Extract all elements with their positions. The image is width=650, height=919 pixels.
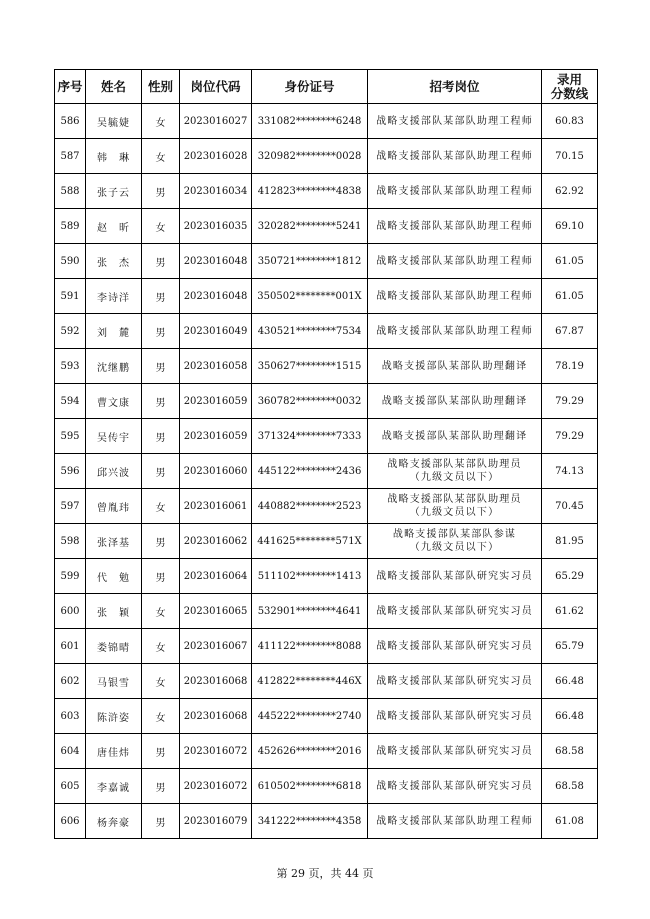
cell-score: 69.10 <box>542 209 598 244</box>
cell-id-number: 430521********7534 <box>252 314 368 349</box>
position-line: 战略支援部队某部队助理员 <box>387 494 522 505</box>
table-row <box>55 104 598 139</box>
cell-gender: 男 <box>142 314 180 349</box>
cell-score: 67.87 <box>542 314 598 349</box>
cell-position <box>368 104 542 139</box>
cell-gender: 女 <box>142 489 180 524</box>
cell-score: 68.58 <box>542 769 598 804</box>
cell-score: 62.92 <box>542 174 598 209</box>
cell-id-number: 350627********1515 <box>252 349 368 384</box>
position-line: 战略支援部队某部队研究实习员 <box>376 745 533 757</box>
cell-id-number: 320982********0028 <box>252 139 368 174</box>
header-name: 姓名 <box>86 70 142 104</box>
cell-gender: 男 <box>142 419 180 454</box>
cell-seq: 588 <box>55 174 86 209</box>
cell-position <box>368 384 542 419</box>
cell-seq: 589 <box>55 209 86 244</box>
cell-id-number: 350502********001X <box>252 279 368 314</box>
cell-seq: 600 <box>55 594 86 629</box>
cell-name: 李嘉诚 <box>86 769 142 804</box>
header-score <box>542 70 598 104</box>
cell-position-code: 2023016027 <box>180 104 252 139</box>
page-number: 第 29 页，共 44 页 <box>276 867 374 880</box>
cell-seq: 601 <box>55 629 86 664</box>
cell-id-number: 360782********0032 <box>252 384 368 419</box>
header-position: 招考岗位 <box>368 70 542 104</box>
cell-position-code: 2023016079 <box>180 804 252 839</box>
position-line: 战略支援部队某部队助理员 <box>387 459 522 470</box>
cell-id-number: 350721********1812 <box>252 244 368 279</box>
position-line: 战略支援部队某部队助理工程师 <box>376 150 533 162</box>
table-row <box>55 139 598 174</box>
cell-id-number: 411122********8088 <box>252 629 368 664</box>
cell-name: 曹文康 <box>86 384 142 419</box>
cell-position-code: 2023016064 <box>180 559 252 594</box>
cell-score: 66.48 <box>542 664 598 699</box>
cell-id-number: 320282********5241 <box>252 209 368 244</box>
cell-position-code: 2023016065 <box>180 594 252 629</box>
position-line: 战略支援部队某部队助理工程师 <box>376 815 533 827</box>
cell-position <box>368 734 542 769</box>
cell-position <box>368 244 542 279</box>
cell-seq: 605 <box>55 769 86 804</box>
table-header-row <box>55 70 598 104</box>
cell-gender: 女 <box>142 664 180 699</box>
cell-gender: 男 <box>142 769 180 804</box>
cell-position-code: 2023016049 <box>180 314 252 349</box>
position-line: 战略支援部队某部队助理翻译 <box>381 360 528 372</box>
cell-score: 66.48 <box>542 699 598 734</box>
cell-gender: 男 <box>142 454 180 489</box>
cell-id-number: 511102********1413 <box>252 559 368 594</box>
cell-name: 吴传宇 <box>86 419 142 454</box>
position-line: （九级文员以下） <box>409 542 500 553</box>
cell-seq: 604 <box>55 734 86 769</box>
cell-position <box>368 699 542 734</box>
cell-seq: 598 <box>55 524 86 559</box>
cell-score: 60.83 <box>542 104 598 139</box>
position-line: 战略支援部队某部队助理翻译 <box>381 395 528 407</box>
cell-seq: 606 <box>55 804 86 839</box>
cell-gender: 女 <box>142 629 180 664</box>
cell-id-number: 445122********2436 <box>252 454 368 489</box>
cell-seq: 596 <box>55 454 86 489</box>
cell-name: 张子云 <box>86 174 142 209</box>
table-row <box>55 349 598 384</box>
header-gender: 性别 <box>142 70 180 104</box>
table-row <box>55 489 598 524</box>
cell-position <box>368 454 542 489</box>
cell-gender: 男 <box>142 524 180 559</box>
cell-id-number: 532901********4641 <box>252 594 368 629</box>
cell-seq: 594 <box>55 384 86 419</box>
table-row <box>55 629 598 664</box>
table-row <box>55 594 598 629</box>
cell-gender: 女 <box>142 139 180 174</box>
cell-score: 79.29 <box>542 419 598 454</box>
table-row <box>55 384 598 419</box>
cell-score: 61.05 <box>542 279 598 314</box>
cell-seq: 593 <box>55 349 86 384</box>
cell-name: 沈继鹏 <box>86 349 142 384</box>
cell-position <box>368 489 542 524</box>
cell-id-number: 412823********4838 <box>252 174 368 209</box>
cell-name: 韩 琳 <box>86 139 142 174</box>
cell-id-number: 412822********446X <box>252 664 368 699</box>
cell-id-number: 441625********571X <box>252 524 368 559</box>
cell-position <box>368 349 542 384</box>
cell-score: 79.29 <box>542 384 598 419</box>
position-line: 战略支援部队某部队参谋 <box>392 529 517 540</box>
cell-score: 65.79 <box>542 629 598 664</box>
table-row <box>55 804 598 839</box>
cell-seq: 602 <box>55 664 86 699</box>
cell-id-number: 341222********4358 <box>252 804 368 839</box>
cell-score: 68.58 <box>542 734 598 769</box>
cell-position <box>368 419 542 454</box>
position-line: 战略支援部队某部队助理工程师 <box>376 255 533 267</box>
cell-name: 邱兴波 <box>86 454 142 489</box>
cell-position <box>368 769 542 804</box>
cell-position-code: 2023016028 <box>180 139 252 174</box>
cell-position <box>368 594 542 629</box>
position-line: 战略支援部队某部队研究实习员 <box>376 605 533 617</box>
header-position-code: 岗位代码 <box>180 70 252 104</box>
position-line: （九级文员以下） <box>409 507 500 518</box>
position-line: 战略支援部队某部队研究实习员 <box>376 780 533 792</box>
admission-table <box>54 69 598 839</box>
cell-gender: 男 <box>142 349 180 384</box>
cell-position <box>368 559 542 594</box>
header-score-line1: 录用 <box>556 71 582 87</box>
cell-gender: 男 <box>142 804 180 839</box>
cell-name: 吴毓婕 <box>86 104 142 139</box>
cell-position-code: 2023016068 <box>180 664 252 699</box>
cell-name: 娄锦晴 <box>86 629 142 664</box>
cell-name: 张泽基 <box>86 524 142 559</box>
cell-seq: 586 <box>55 104 86 139</box>
cell-id-number: 445222********2740 <box>252 699 368 734</box>
cell-gender: 男 <box>142 174 180 209</box>
cell-gender: 男 <box>142 559 180 594</box>
cell-position <box>368 629 542 664</box>
cell-position-code: 2023016067 <box>180 629 252 664</box>
cell-name: 陈浒姿 <box>86 699 142 734</box>
cell-gender: 女 <box>142 104 180 139</box>
cell-name: 杨奔豪 <box>86 804 142 839</box>
cell-name: 唐佳炜 <box>86 734 142 769</box>
cell-name: 曾胤玮 <box>86 489 142 524</box>
cell-position-code: 2023016059 <box>180 384 252 419</box>
cell-id-number: 610502********6818 <box>252 769 368 804</box>
cell-position <box>368 139 542 174</box>
cell-name: 代 勉 <box>86 559 142 594</box>
cell-seq: 591 <box>55 279 86 314</box>
cell-gender: 男 <box>142 279 180 314</box>
position-line: 战略支援部队某部队助理工程师 <box>376 290 533 302</box>
cell-gender: 男 <box>142 384 180 419</box>
cell-position-code: 2023016072 <box>180 769 252 804</box>
cell-score: 70.45 <box>542 489 598 524</box>
cell-name: 刘 麓 <box>86 314 142 349</box>
cell-position-code: 2023016048 <box>180 279 252 314</box>
table-body <box>55 104 598 839</box>
cell-id-number: 440882********2523 <box>252 489 368 524</box>
cell-name: 马银雪 <box>86 664 142 699</box>
header-score-line2: 分数线 <box>550 85 589 101</box>
position-line: 战略支援部队某部队助理工程师 <box>376 115 533 127</box>
cell-score: 78.19 <box>542 349 598 384</box>
position-line: 战略支援部队某部队助理工程师 <box>376 325 533 337</box>
table-row <box>55 699 598 734</box>
position-line: （九级文员以下） <box>409 472 500 483</box>
cell-id-number: 452626********2016 <box>252 734 368 769</box>
cell-position-code: 2023016068 <box>180 699 252 734</box>
cell-score: 65.29 <box>542 559 598 594</box>
table-row <box>55 559 598 594</box>
cell-seq: 599 <box>55 559 86 594</box>
cell-score: 61.62 <box>542 594 598 629</box>
position-line: 战略支援部队某部队助理工程师 <box>376 185 533 197</box>
cell-position-code: 2023016062 <box>180 524 252 559</box>
cell-position <box>368 524 542 559</box>
cell-id-number: 371324********7333 <box>252 419 368 454</box>
cell-name: 李诗洋 <box>86 279 142 314</box>
cell-position <box>368 314 542 349</box>
cell-position-code: 2023016048 <box>180 244 252 279</box>
cell-seq: 597 <box>55 489 86 524</box>
cell-position-code: 2023016072 <box>180 734 252 769</box>
cell-name: 张 杰 <box>86 244 142 279</box>
cell-score: 81.95 <box>542 524 598 559</box>
cell-position <box>368 664 542 699</box>
position-line: 战略支援部队某部队助理翻译 <box>381 430 528 442</box>
cell-seq: 603 <box>55 699 86 734</box>
cell-gender: 女 <box>142 209 180 244</box>
position-line: 战略支援部队某部队研究实习员 <box>376 640 533 652</box>
cell-position-code: 2023016035 <box>180 209 252 244</box>
cell-position-code: 2023016058 <box>180 349 252 384</box>
table-row <box>55 769 598 804</box>
position-line: 战略支援部队某部队研究实习员 <box>376 570 533 582</box>
table-row <box>55 664 598 699</box>
table-row <box>55 419 598 454</box>
cell-position-code: 2023016061 <box>180 489 252 524</box>
cell-position-code: 2023016059 <box>180 419 252 454</box>
cell-score: 61.08 <box>542 804 598 839</box>
cell-gender: 男 <box>142 734 180 769</box>
cell-gender: 女 <box>142 699 180 734</box>
cell-score: 74.13 <box>542 454 598 489</box>
cell-seq: 592 <box>55 314 86 349</box>
cell-score: 61.05 <box>542 244 598 279</box>
position-line: 战略支援部队某部队助理工程师 <box>376 220 533 232</box>
table-row <box>55 279 598 314</box>
position-line: 战略支援部队某部队研究实习员 <box>376 675 533 687</box>
cell-score: 70.15 <box>542 139 598 174</box>
cell-position <box>368 804 542 839</box>
cell-seq: 595 <box>55 419 86 454</box>
cell-gender: 女 <box>142 594 180 629</box>
table-row <box>55 209 598 244</box>
cell-id-number: 331082********6248 <box>252 104 368 139</box>
header-seq: 序号 <box>55 70 86 104</box>
cell-seq: 590 <box>55 244 86 279</box>
cell-position <box>368 209 542 244</box>
cell-seq: 587 <box>55 139 86 174</box>
table-row <box>55 174 598 209</box>
table-row <box>55 454 598 489</box>
table-row <box>55 244 598 279</box>
cell-position <box>368 174 542 209</box>
cell-position <box>368 279 542 314</box>
cell-gender: 男 <box>142 244 180 279</box>
header-id-number: 身份证号 <box>252 70 368 104</box>
table-row <box>55 734 598 769</box>
cell-position-code: 2023016060 <box>180 454 252 489</box>
cell-position-code: 2023016034 <box>180 174 252 209</box>
table-row <box>55 314 598 349</box>
position-line: 战略支援部队某部队研究实习员 <box>376 710 533 722</box>
cell-name: 赵 昕 <box>86 209 142 244</box>
table-row <box>55 524 598 559</box>
cell-name: 张 颖 <box>86 594 142 629</box>
